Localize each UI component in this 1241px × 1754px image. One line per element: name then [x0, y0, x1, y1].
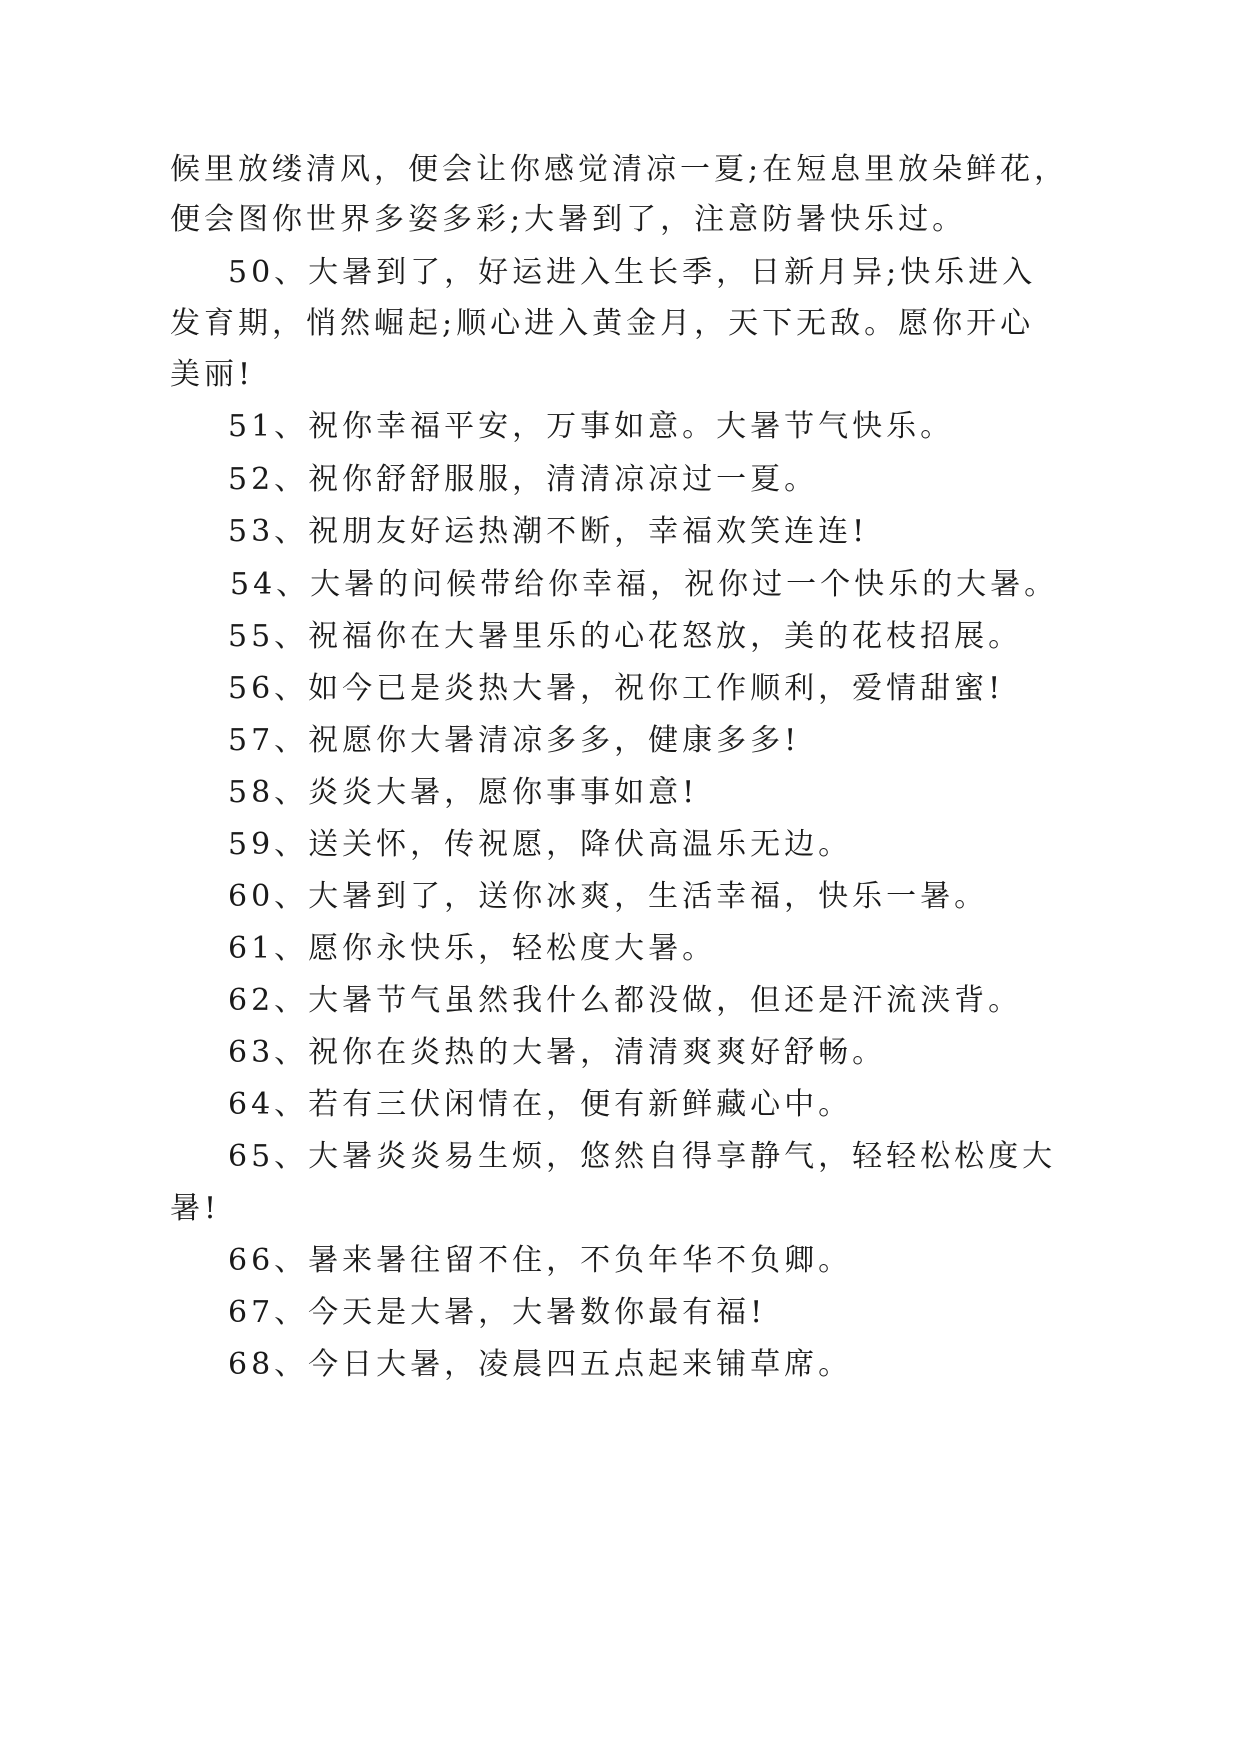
- paragraph-line: 63、祝你在炎热的大暑，清清爽爽好舒畅。: [228, 1035, 887, 1070]
- paragraph-line: 便会图你世界多姿多彩;大暑到了，注意防暑快乐过。: [170, 202, 967, 237]
- paragraph-line: 52、祝你舒舒服服，清清凉凉过一夏。: [228, 462, 819, 497]
- paragraph-line: 54、大暑的问候带给你幸福，祝你过一个快乐的大暑。: [230, 567, 1059, 602]
- paragraph-line: 58、炎炎大暑，愿你事事如意!: [228, 775, 699, 810]
- paragraph-line: 59、送关怀，传祝愿，降伏高温乐无边。: [228, 827, 853, 862]
- paragraph-line: 67、今天是大暑，大暑数你最有福!: [228, 1295, 767, 1330]
- paragraph-line: 61、愿你永快乐，轻松度大暑。: [228, 931, 717, 966]
- paragraph-line: 64、若有三伏闲情在，便有新鲜藏心中。: [228, 1087, 853, 1122]
- paragraph-line: 53、祝朋友好运热潮不断，幸福欢笑连连!: [228, 514, 869, 549]
- paragraph-line: 56、如今已是炎热大暑，祝你工作顺利，爱情甜蜜!: [228, 671, 1005, 706]
- paragraph-line: 50、大暑到了，好运进入生长季，日新月异;快乐进入: [228, 255, 1037, 290]
- paragraph-line: 55、祝福你在大暑里乐的心花怒放，美的花枝招展。: [228, 619, 1023, 654]
- paragraph-line: 65、大暑炎炎易生烦，悠然自得享静气，轻轻松松度大: [228, 1139, 1057, 1174]
- paragraph-line: 发育期，悄然崛起;顺心进入黄金月，天下无敌。愿你开心: [170, 306, 1035, 341]
- paragraph-line: 暑!: [170, 1191, 221, 1226]
- paragraph-line: 美丽!: [170, 357, 255, 392]
- paragraph-line: 68、今日大暑，凌晨四五点起来铺草席。: [228, 1347, 853, 1382]
- paragraph-line: 51、祝你幸福平安，万事如意。大暑节气快乐。: [228, 409, 955, 444]
- paragraph-line: 60、大暑到了，送你冰爽，生活幸福，快乐一暑。: [228, 879, 989, 914]
- paragraph-line: 候里放缕清风，便会让你感觉清凉一夏;在短息里放朵鲜花，: [170, 152, 1069, 187]
- paragraph-line: 62、大暑节气虽然我什么都没做，但还是汗流浃背。: [228, 983, 1023, 1018]
- paragraph-line: 66、暑来暑往留不住，不负年华不负卿。: [228, 1243, 853, 1278]
- paragraph-line: 57、祝愿你大暑清凉多多，健康多多!: [228, 723, 801, 758]
